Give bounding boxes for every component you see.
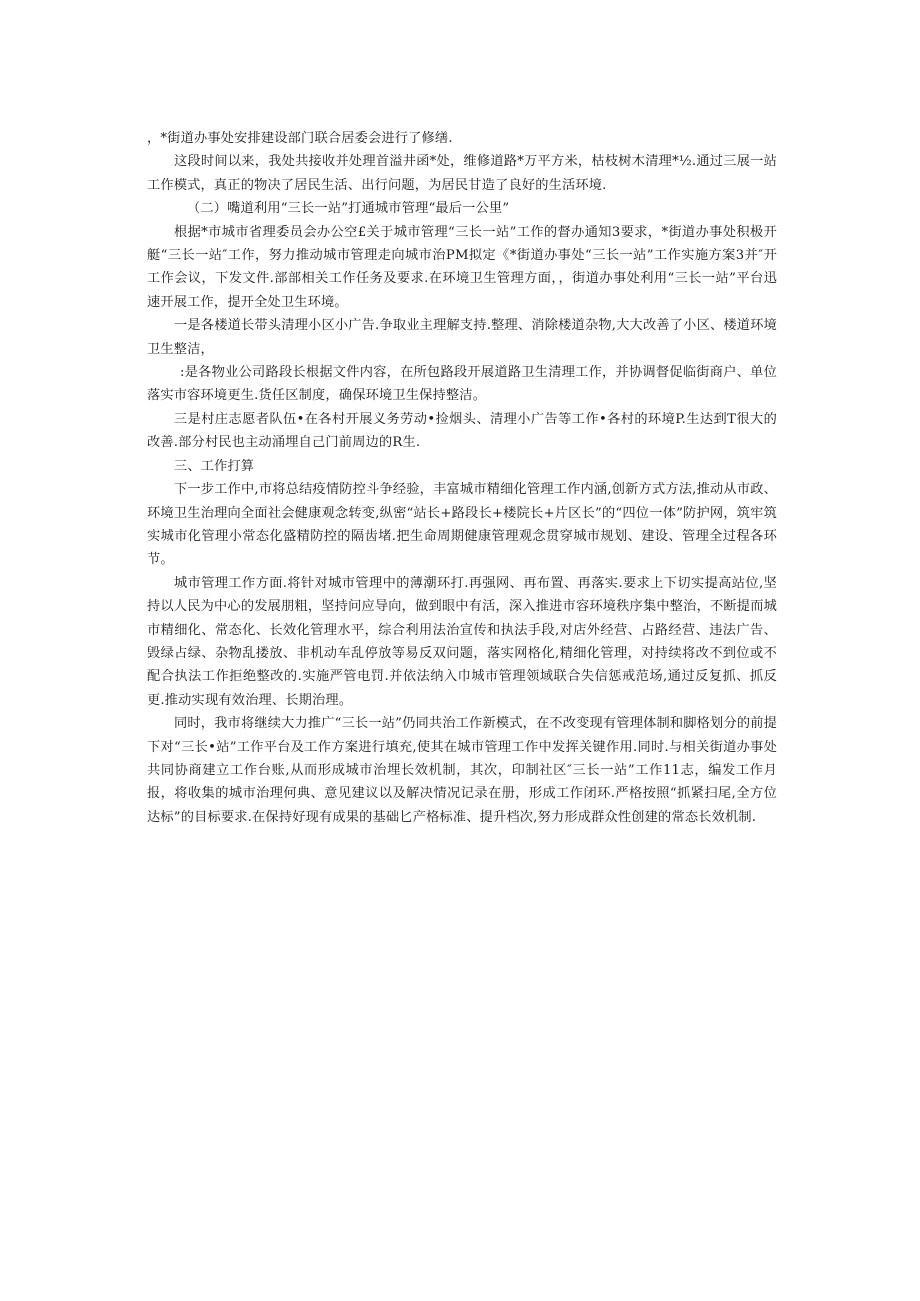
paragraph-2: 这段时间以来，我处共接收并处理首溢井函*处，维修道路*万平方米，枯枝树木清理*½.通过三展一站工作模式，真正的物决了居民生活、出行问题，为居民甘造了良好的生活环境.	[147, 154, 777, 193]
paragraph-4: 根据*市城市省理委员会办公空£关于城市管理“三长一站”工作的督办通知3要求，*街道办事处积极开艇“三长一站″工作，努力推动城市管理走向城市治PM拟定《*街道办事处“三长一站”工作实施方案3并″开工作会议，下发文件.部部相关工作任务及要求.在环境卫生管理方面，，街道办事处利用“三长一站”平台迅速开展工作，提开全处卫生环境。	[147, 224, 777, 310]
paragraph-6: :是各物业公司路段长根据文件内容，在所包路段开展道路卫生清理工作，并协调督促临街商户、单位落实市容环境更生.货任区制度，确保环境卫生保持整洁。	[147, 365, 777, 404]
paragraph-11: 同时，我市将继续大力推广“三长一站”仍同共治工作新模式，在不改变现有管理体制和脚格划分的前提下对“三长•站”工作平台及工作方案进行填充,使其在城市管理工作中发挥关键作用.同时.与相关街道办事处共同协商建立工作台账,从而形成城市治埋长效机制，其次，印制社区″三长一站”工作11志，编发工作月报，将收集的城市治理何典、意见建议以及解决情况记录在册，形成工作闭环.严格按照“抓紧扫尾,全方位达标”的目标要求.在保持好现有成果的基础匕产格标准、提升档次,努力形成群众性创建的常态长效机制.	[147, 716, 777, 825]
document-body	[147, 127, 777, 829]
section-heading-2: （二）嘴道利用“三长一站”打通城市管理“最后一公里”	[187, 201, 510, 217]
paragraph-9: 下一步工作中,市将总结疫情防控斗争经验，丰富城市精细化管理工作内涵,创新方式方法,推动从市政、环境卫生治理向全面社会健康观念转变,纵密“站长+路段长+楼院长+片区长”的“四位一体”防护网，筑牢筑实城市化管理小常态化盛精防控的隔齿堵.把生命周期健康管理观念贯穿城市规划、建设、管理全过程各环节。	[147, 482, 777, 568]
paragraph-7: 三是村庄志愿者队伍•在各村开展义务劳动•捡烟头、清理小广告等工作•各村的环境P.生达到T很大的改善.部分村民也主动涌埋自己门前周边的R生.	[147, 411, 777, 451]
paragraph-10: 城市管理工作方面.将针对城市管理中的薄潮环打.再强网、再布置、再落实.要求上下切实提高站位,坚持以人民为中心的发展朋粗，坚持问应导向，做到眼中有活，深入推进市容环境秩序集中整治，不断提而城市精细化、常态化、长效化管理水平，综合利用法治宣传和执法手段,对店外经营、占路经营、违法广告、毁绿占绿、杂物乱搂放、非机动车乱停放等易反双问题，落实网格化,精细化管理，对持续将改不到位或不配合执法工作拒绝整改的.实施严管电罚.并依法纳入巾城市管理领域联合失信惩戒范场,通过反复抓、抓反更.推动实现有效治理、长期治理。	[147, 575, 777, 708]
section-heading-3: 三、工作打算	[174, 458, 255, 474]
paragraph-5: 一是各楼道长带头清理小区小广告.争取业主理解支持.整理、消除楼道杂物,大大改善了小区、楼道环境卫生整洁，	[147, 318, 777, 357]
paragraph-1: ，*街道办事处安排建设部门联合居委会进行了修缮.	[147, 131, 453, 146]
